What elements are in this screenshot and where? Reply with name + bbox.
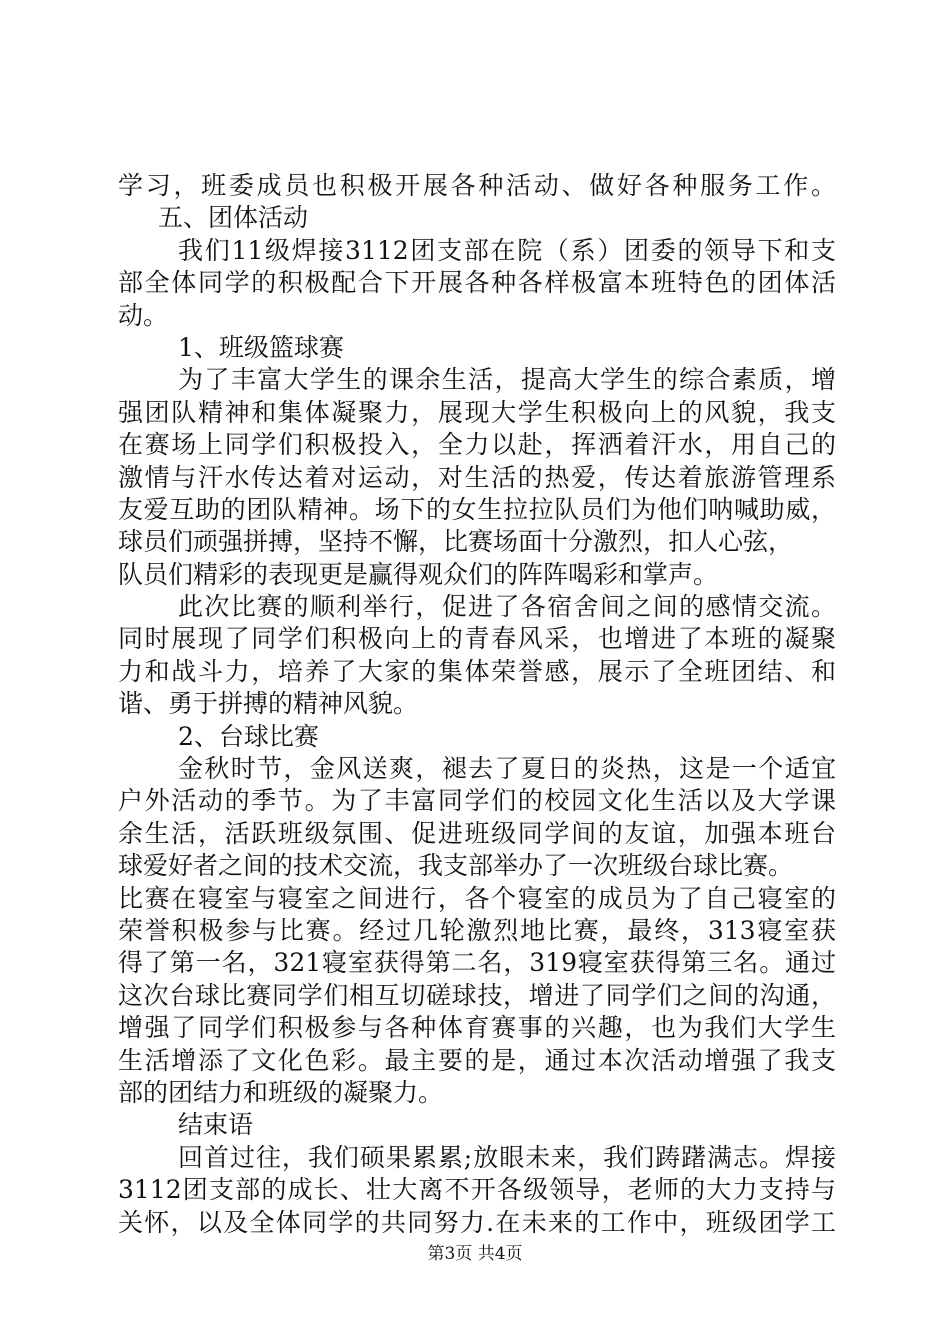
text-line: 回首过往，我们硕果累累;放眼未来，我们踌躇满志。焊接 xyxy=(178,1142,836,1172)
text-line: 友爱互助的团队精神。场下的女生拉拉队员们为他们呐喊助威， xyxy=(118,494,836,524)
text-line: 谐、勇于拼搏的精神风貌。 xyxy=(118,689,419,719)
page-number-footer: 第3页 共4页 xyxy=(427,1244,523,1264)
document-body xyxy=(118,170,836,1239)
text-line: 球爱好者之间的技术交流，我支部举办了一次班级台球比赛。 xyxy=(118,851,794,881)
section-heading: 五、团体活动 xyxy=(158,203,309,233)
text-line: 强团队精神和集体凝聚力，展现大学生积极向上的风貌，我支 xyxy=(118,397,836,427)
text-line: 这次台球比赛同学们相互切磋球技，增进了同学们之间的沟通， xyxy=(118,980,836,1010)
text-line: 力和战斗力，培养了大家的集体荣誉感，展示了全班团结、和 xyxy=(118,656,836,686)
text-line: 球员们顽强拼搏，坚持不懈，比赛场面十分激烈，扣人心弦， xyxy=(118,527,794,557)
text-line: 得了第一名，321寝室获得第二名，319寝室获得第三名。通过 xyxy=(118,948,836,978)
text-line: 部全体同学的积极配合下开展各种各样极富本班特色的团体活 xyxy=(118,268,836,298)
text-line: 3112团支部的成长、壮大离不开各级领导，老师的大力支持与 xyxy=(118,1175,836,1205)
text-line: 比赛在寝室与寝室之间进行，各个寝室的成员为了自己寝室的 xyxy=(118,883,836,913)
text-line: 余生活，活跃班级氛围、促进班级同学间的友谊，加强本班台 xyxy=(118,818,836,848)
text-line: 金秋时节，金风送爽，褪去了夏日的炎热，这是一个适宜 xyxy=(178,754,836,784)
text-line: 我们11级焊接3112团支部在院（系）团委的领导下和支 xyxy=(178,235,836,265)
text-line: 此次比赛的顺利举行，促进了各宿舍间之间的感情交流。 xyxy=(178,592,836,622)
text-line: 户外活动的季节。为了丰富同学们的校园文化生活以及大学课 xyxy=(118,786,836,816)
text-line: 同时展现了同学们积极向上的青春风采，也增进了本班的凝聚 xyxy=(118,624,836,654)
text-line: 为了丰富大学生的课余生活，提高大学生的综合素质，增 xyxy=(178,365,836,395)
text-line: 激情与汗水传达着对运动，对生活的热爱，传达着旅游管理系 xyxy=(118,462,836,492)
text-line: 动。 xyxy=(118,300,169,330)
text-line: 生活增添了文化色彩。最主要的是，通过本次活动增强了我支 xyxy=(118,1045,836,1075)
section-heading: 结束语 xyxy=(178,1110,254,1140)
subsection-heading: 1、班级篮球赛 xyxy=(178,332,344,362)
text-line: 关怀，以及全体同学的共同努力.在未来的工作中，班级团学工 xyxy=(118,1207,836,1237)
text-line: 学习，班委成员也积极开展各种活动、做好各种服务工作。 xyxy=(118,171,836,200)
text-line: 部的团结力和班级的凝聚力。 xyxy=(118,1077,444,1107)
subsection-heading: 2、台球比赛 xyxy=(178,721,319,751)
text-line: 荣誉积极参与比赛。经过几轮激烈地比赛，最终，313寝室获 xyxy=(118,915,836,945)
text-line: 在赛场上同学们积极投入，全力以赴，挥洒着汗水，用自己的 xyxy=(118,430,836,460)
text-line: 队员们精彩的表现更是赢得观众们的阵阵喝彩和掌声。 xyxy=(118,559,719,589)
text-line: 增强了同学们积极参与各种体育赛事的兴趣，也为我们大学生 xyxy=(118,1013,836,1043)
